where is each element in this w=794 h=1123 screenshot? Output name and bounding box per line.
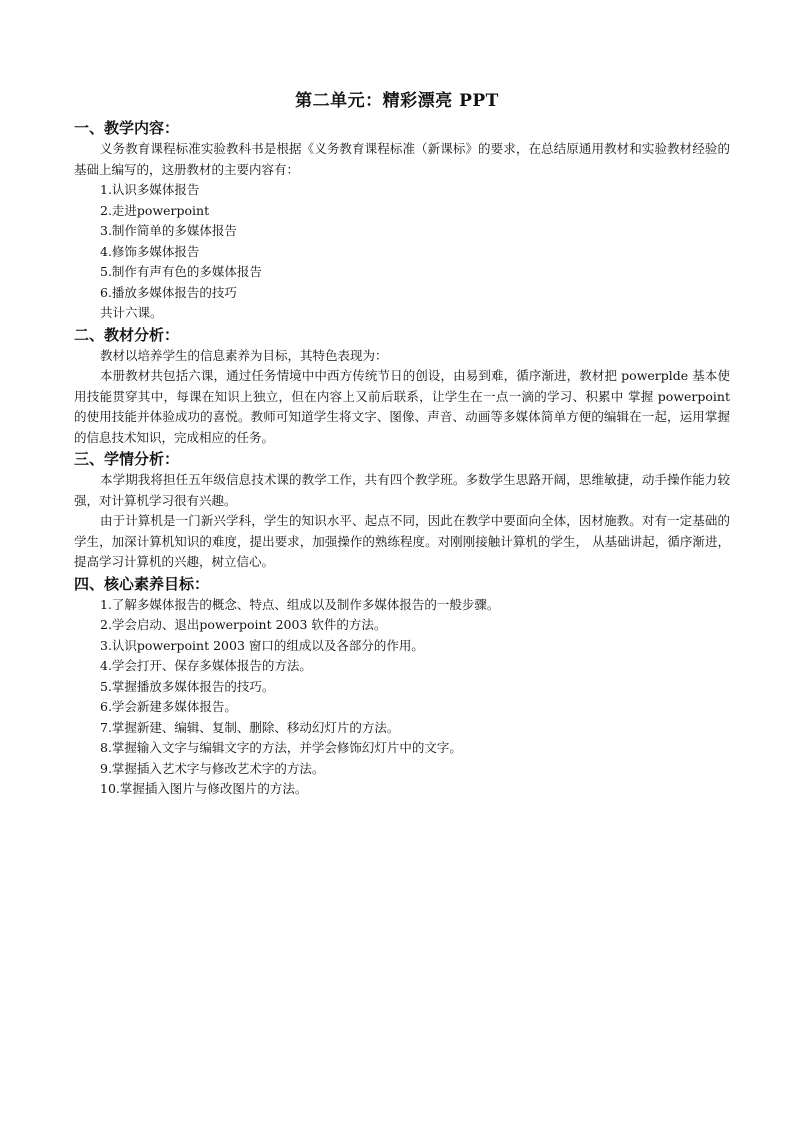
document-title: 第二单元：精彩漂亮 PPT (295, 91, 499, 111)
list-item: 9.掌握插入艺术字与修改艺术字的方法。 (100, 760, 325, 776)
list-item: 6.学会新建多媒体报告。 (100, 699, 237, 714)
list-item: 2.学会启动、退出powerpoint 2003 软件的方法。 (100, 617, 387, 632)
list-item: 3.制作简单的多媒体报告 (100, 223, 237, 238)
paragraph: 由于计算机是一门新兴学科，学生的知识水平、起点不同，因此在教学中要面向全体，因材施教。对有一定基础的学生，加深计算机知识的难度，提出要求，加强操作的熟练程度。对刚刚接触计算机的学生， 从基础讲起，循序渐进，提高学习计算机的兴趣，树立信心。 (74, 513, 730, 569)
list-item: 6.播放多媒体报告的技巧 (100, 284, 237, 300)
list-item: 5.掌握播放多媒体报告的技巧。 (100, 678, 275, 694)
section-intro: 义务教育课程标准实验教科书是根据《义务教育课程标准（新课标》的要求，在总结原通用教材和实验教材经验的基础上编写的，这册教材的主要内容有： (74, 141, 730, 177)
section-heading-teaching-content: 一、教学内容： (74, 119, 180, 137)
document-body (74, 117, 730, 800)
list-item: 1.了解多媒体报告的概念、特点、组成以及制作多媒体报告的一般步骤。 (100, 596, 500, 612)
list-item: 2.走进powerpoint (100, 202, 210, 218)
section-summary: 共计六课。 (100, 305, 163, 320)
list-item: 7.掌握新建、编辑、复制、删除、移动幻灯片的方法。 (100, 719, 400, 735)
list-item: 10.掌握插入图片与修改图片的方法。 (100, 781, 308, 796)
list-item: 4.学会打开、保存多媒体报告的方法。 (100, 658, 312, 673)
section-heading-core-goals: 四、核心素养目标： (74, 574, 210, 593)
paragraph: 本册教材共包括六课，通过任务情境中中西方传统节日的创设，由易到难，循序渐进，教材把 powerplde 基本使用技能贯穿其中，每课在知识上独立，但在内容上又前后联系，让学生在一点一滴的学习、积累中 掌握 powerpoint 的使用技能并体验成功的喜悦。教师可知道学生将文字、图像、声音、动画等多媒体简单方便的编辑在一起，运用掌握的信息技术知识，完成相应的任务。 (74, 368, 730, 445)
list-item: 1.认识多媒体报告 (100, 182, 200, 197)
section-heading-material-analysis: 二、教材分析： (74, 325, 180, 344)
list-item: 8.掌握输入文字与编辑文字的方法，并学会修饰幻灯片中的文字。 (100, 740, 462, 755)
section-heading-student-analysis: 三、学情分析： (74, 450, 180, 468)
paragraph: 教材以培养学生的信息素养为目标，其特色表现为： (100, 347, 388, 363)
list-item: 3.认识powerpoint 2003 窗口的组成以及各部分的作用。 (100, 637, 424, 653)
list-item: 4.修饰多媒体报告 (100, 243, 200, 259)
paragraph: 本学期我将担任五年级信息技术课的教学工作，共有四个教学班。多数学生思路开阔，思维敏捷，动手操作能力较强，对计算机学习很有兴趣。 (74, 472, 730, 508)
list-item: 5.制作有声有色的多媒体报告 (100, 264, 262, 279)
